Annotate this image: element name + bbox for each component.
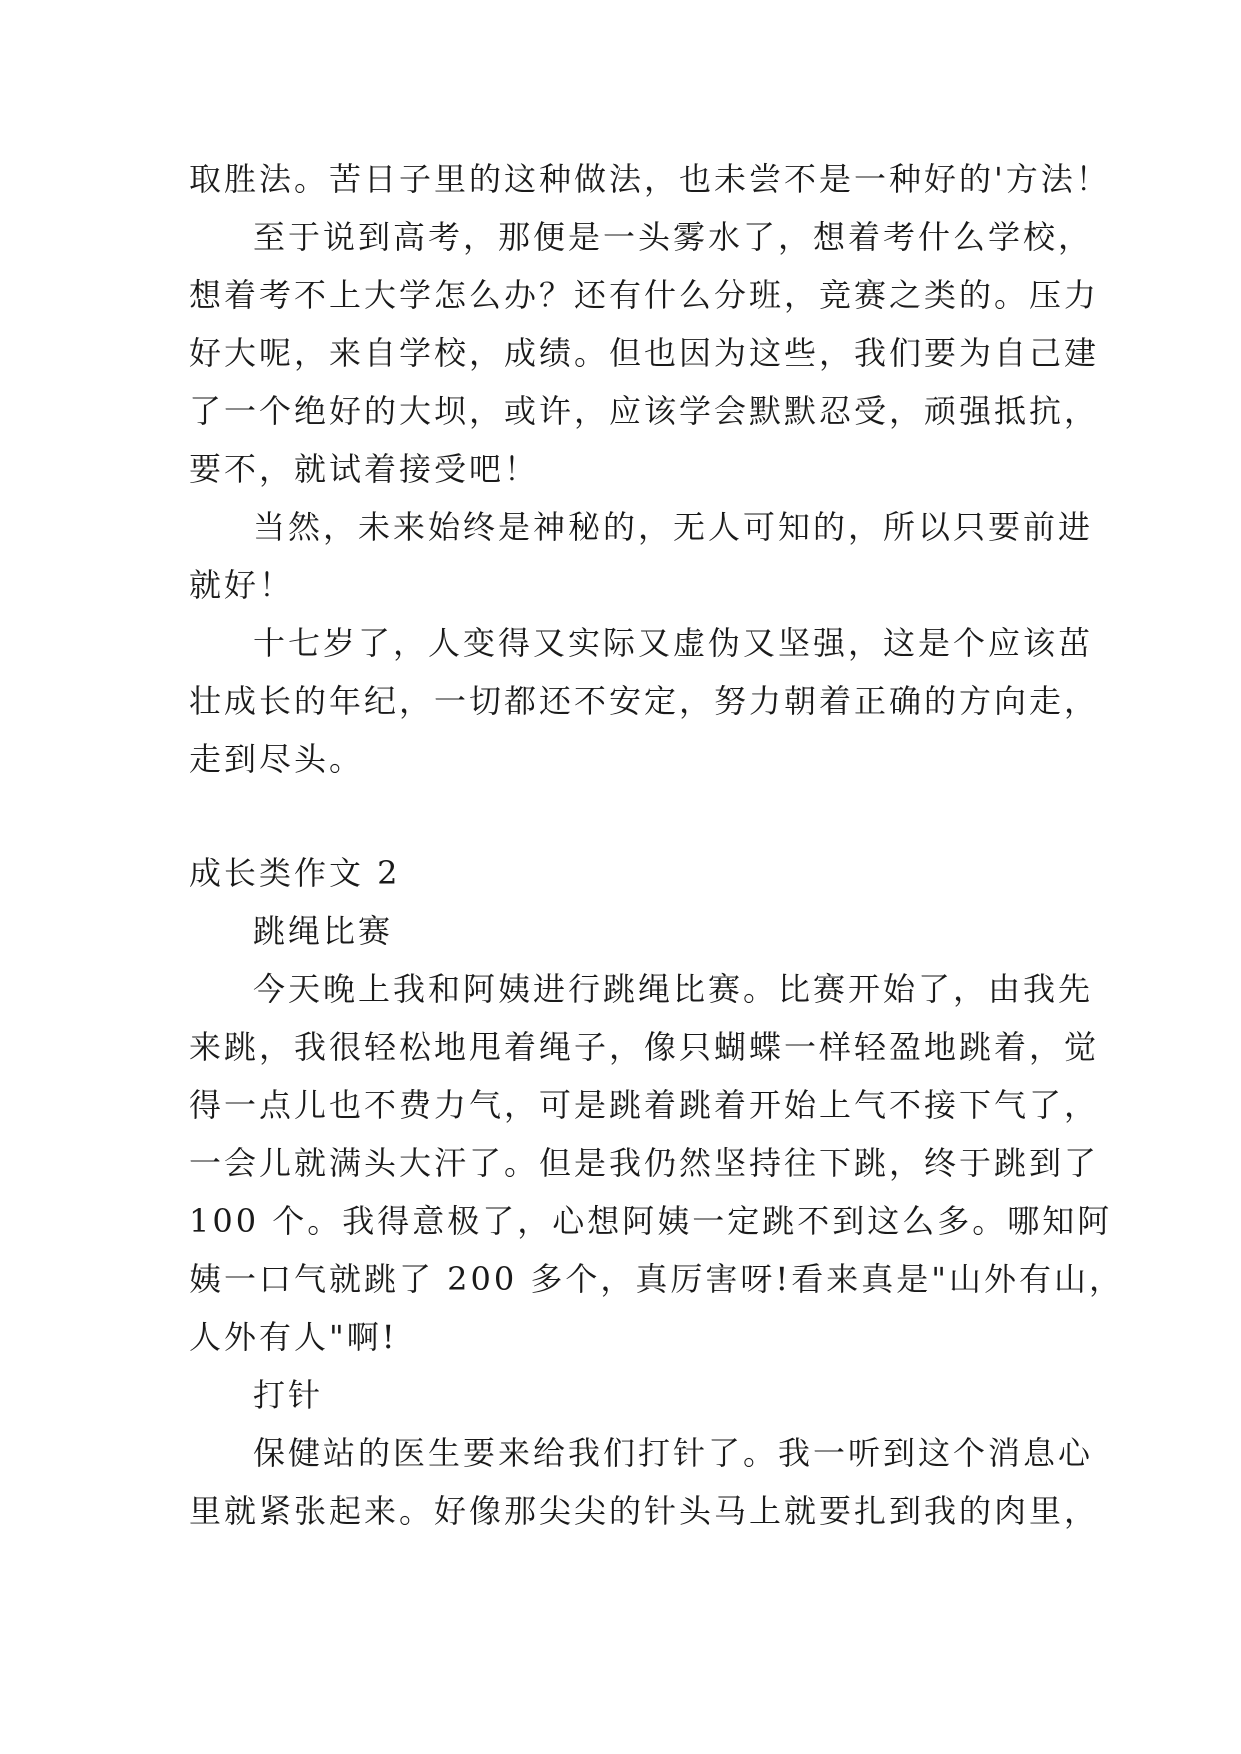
paragraph-line: 了一个绝好的大坝，或许，应该学会默默忍受，顽强抵抗， bbox=[189, 392, 1100, 430]
paragraph-line: 想着考不上大学怎么办？还有什么分班，竞赛之类的。压力 bbox=[189, 276, 1100, 314]
paragraph-line: 来跳，我很轻松地甩着绳子，像只蝴蝶一样轻盈地跳着，觉 bbox=[189, 1028, 1100, 1066]
document-page bbox=[189, 150, 1125, 1540]
story-title: 跳绳比赛 bbox=[253, 912, 394, 950]
paragraph-line: 保健站的医生要来给我们打针了。我一听到这个消息心 bbox=[253, 1434, 1094, 1472]
paragraph-line: 要不，就试着接受吧！ bbox=[189, 450, 540, 488]
paragraph-line: 100 个。我得意极了，心想阿姨一定跳不到这么多。哪知阿 bbox=[189, 1202, 1113, 1240]
story-title: 打针 bbox=[253, 1376, 324, 1414]
paragraph-line: 姨一口气就跳了 200 多个，真厉害呀!看来真是"山外有山， bbox=[189, 1260, 1125, 1298]
section-spacer bbox=[189, 788, 1069, 844]
paragraph-line: 得一点儿也不费力气，可是跳着跳着开始上气不接下气了， bbox=[189, 1086, 1100, 1124]
paragraph-line: 当然，未来始终是神秘的，无人可知的，所以只要前进 bbox=[253, 508, 1094, 546]
paragraph-line: 取胜法。苦日子里的这种做法，也未尝不是一种好的'方法！ bbox=[189, 160, 1111, 198]
paragraph-line: 一会儿就满头大汗了。但是我仍然坚持往下跳，终于跳到了 bbox=[189, 1144, 1100, 1182]
paragraph-line: 十七岁了，人变得又实际又虚伪又坚强，这是个应该茁 bbox=[253, 624, 1094, 662]
paragraph-line: 走到尽头。 bbox=[189, 740, 365, 778]
section-title: 成长类作文 2 bbox=[189, 854, 401, 892]
paragraph-line: 里就紧张起来。好像那尖尖的针头马上就要扎到我的肉里， bbox=[189, 1492, 1100, 1530]
paragraph-line: 好大呢，来自学校，成绩。但也因为这些，我们要为自己建 bbox=[189, 334, 1100, 372]
paragraph-line: 至于说到高考，那便是一头雾水了，想着考什么学校， bbox=[253, 218, 1094, 256]
paragraph-line: 就好！ bbox=[189, 566, 295, 604]
paragraph-line: 今天晚上我和阿姨进行跳绳比赛。比赛开始了，由我先 bbox=[253, 970, 1094, 1008]
paragraph-line: 壮成长的年纪，一切都还不安定，努力朝着正确的方向走， bbox=[189, 682, 1100, 720]
paragraph-line: 人外有人"啊! bbox=[189, 1318, 398, 1356]
